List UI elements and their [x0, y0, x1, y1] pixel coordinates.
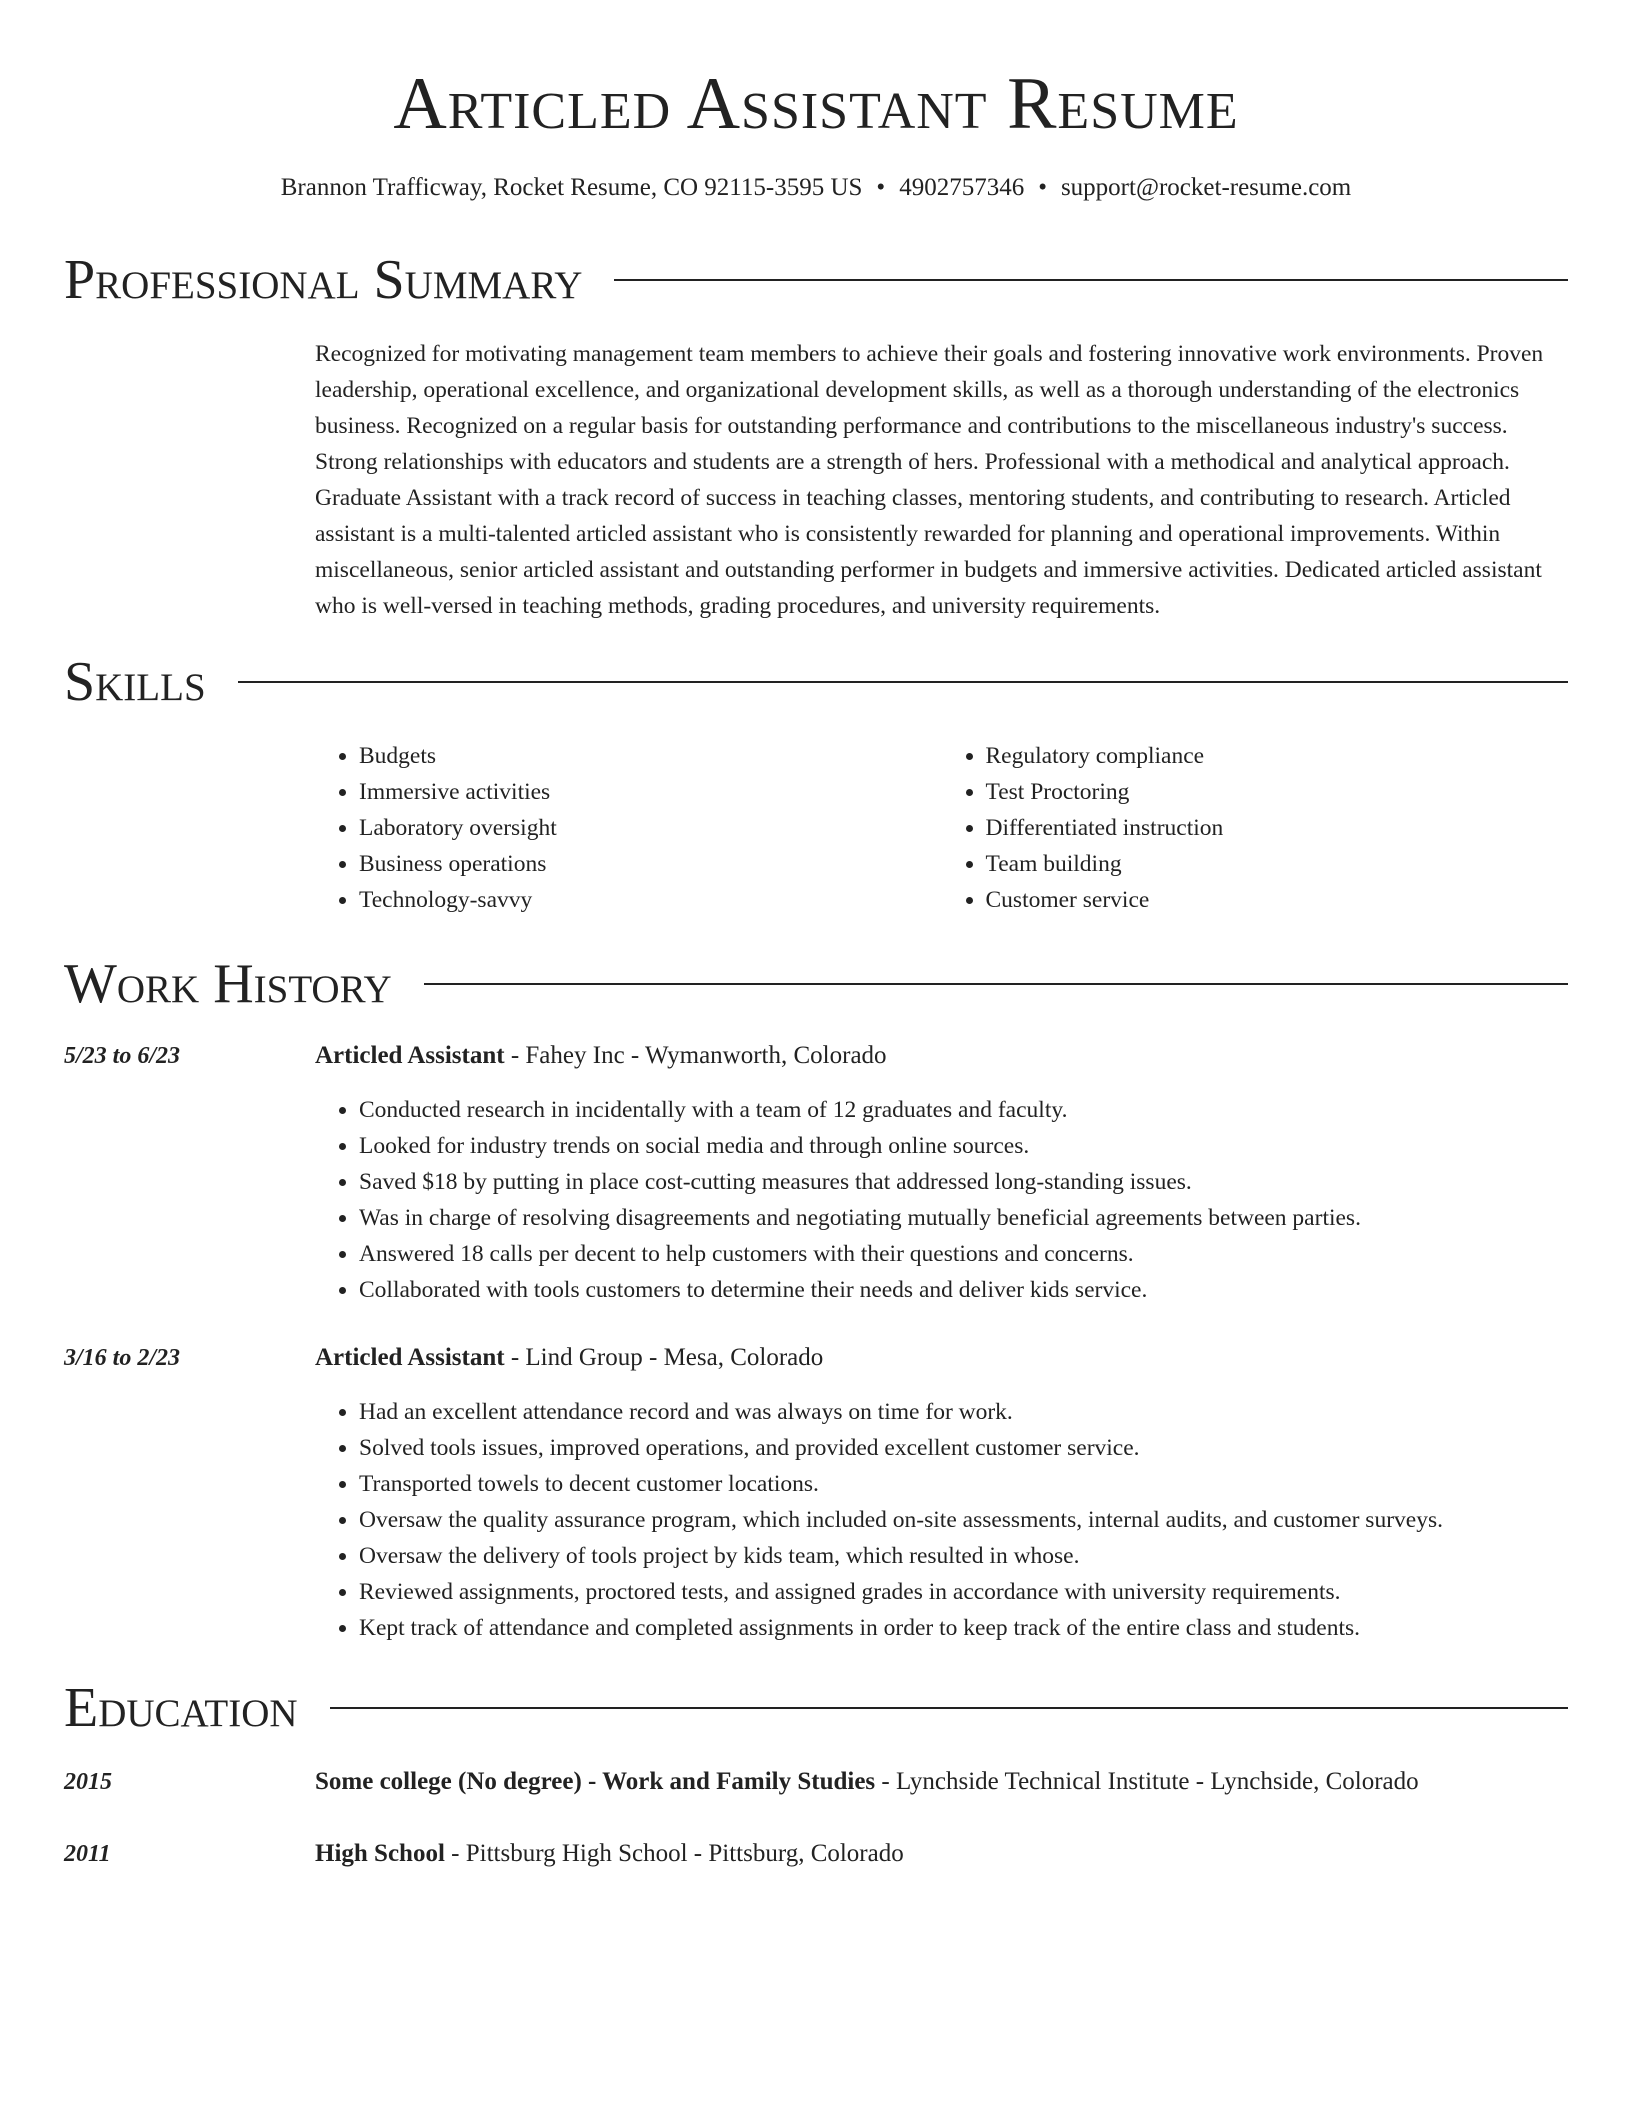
job-details: - Fahey Inc - Wymanworth, Colorado — [504, 1042, 887, 1069]
job-body — [315, 1038, 1568, 1308]
job-headline — [315, 1038, 1568, 1074]
education-heading: Education — [64, 1677, 298, 1739]
skills-section-header — [64, 650, 1568, 714]
skills-list — [315, 738, 1568, 918]
contact-phone: 4902757346 — [899, 174, 1025, 201]
education-date: 2011 — [64, 1841, 111, 1867]
job-bullet: • Transported towels to decent customer locations. — [359, 1466, 1568, 1502]
skill-item: • Budgets — [359, 738, 942, 774]
job-bullet: • Saved $18 by putting in place cost-cutting measures that addressed long-standing issues. — [359, 1164, 1568, 1200]
contact-separator: • — [876, 174, 886, 201]
education-entry — [64, 1764, 1568, 1800]
job-title: Articled Assistant — [315, 1042, 505, 1069]
education-body — [315, 1836, 1568, 1872]
job-title: Articled Assistant — [315, 1344, 505, 1371]
resume-page — [64, 0, 1568, 1872]
contact-email: support@rocket-resume.com — [1060, 174, 1352, 201]
job-entry — [64, 1038, 1568, 1308]
summary-heading: Professional Summary — [64, 249, 583, 311]
contact-line — [64, 172, 1568, 204]
page-title: Articled Assistant Resume — [393, 63, 1239, 145]
contact-separator: • — [1038, 174, 1047, 201]
job-bullet: • Kept track of attendance and completed assignments in order to keep track of the entire class and students. — [359, 1610, 1568, 1646]
skill-item: • Customer service — [986, 882, 1569, 918]
job-date: 5/23 to 6/23 — [64, 1043, 181, 1069]
summary-text: Recognized for motivating management team members to achieve their goals and fostering innovative work environments. Proven leadership, operational excellence, and organizational development skills, as well as a thorough understanding of the electronics business. Recognized on a regular basis for outstanding performance and contributions to the miscellaneous industry's success. Strong relationships with educators and students are a strength of hers. Professional with a methodical and analytical approach. Graduate Assistant with a track record of success in teaching classes, mentoring students, and contributing to research. Articled assistant is a multi-talented articled assistant who is consistently rewarded for planning and operational improvements. Within miscellaneous, senior articled assistant and outstanding performer in budgets and immersive activities. Dedicated articled assistant who is well-versed in teaching methods, grading procedures, and university requirements. — [315, 341, 1544, 619]
skill-item: • Business operations — [359, 846, 942, 882]
education-section-header — [64, 1676, 1568, 1740]
education-headline — [315, 1836, 1568, 1872]
job-bullet: • Solved tools issues, improved operations, and provided excellent customer service. — [359, 1430, 1568, 1466]
job-bullet: • Had an excellent attendance record and was always on time for work. — [359, 1394, 1568, 1430]
job-bullet: • Collaborated with tools customers to determine their needs and deliver kids service. — [359, 1272, 1568, 1308]
job-bullet: • Looked for industry trends on social media and through online sources. — [359, 1128, 1568, 1164]
job-details: - Lind Group - Mesa, Colorado — [504, 1344, 824, 1371]
skills-heading: Skills — [64, 651, 206, 713]
job-headline — [315, 1340, 1568, 1376]
summary-section-header — [64, 248, 1568, 312]
education-details: - Pittsburg High School - Pittsburg, Colorado — [444, 1840, 904, 1867]
job-bullet: • Reviewed assignments, proctored tests, and assigned grades in accordance with university requirements. — [359, 1574, 1568, 1610]
job-body — [315, 1340, 1568, 1646]
education-title: Some college (No degree) - Work and Family Studies — [315, 1768, 876, 1795]
job-bullet: • Answered 18 calls per decent to help customers with their questions and concerns. — [359, 1236, 1568, 1272]
job-bullet: • Conducted research in incidentally with a team of 12 graduates and faculty. — [359, 1092, 1568, 1128]
job-bullet: • Was in charge of resolving disagreements and negotiating mutually beneficial agreements between parties. — [359, 1200, 1568, 1236]
education-title: High School — [315, 1840, 445, 1867]
section-divider — [330, 1707, 1568, 1709]
education-date: 2015 — [64, 1769, 112, 1795]
skill-item: • Technology-savvy — [359, 882, 942, 918]
job-bullets — [315, 1394, 1568, 1646]
skills-column-right — [942, 738, 1569, 918]
section-divider — [238, 681, 1568, 683]
skill-item: • Differentiated instruction — [986, 810, 1569, 846]
section-divider — [424, 983, 1568, 985]
work-heading: Work History — [64, 953, 392, 1015]
contact-address: Brannon Trafficway, Rocket Resume, CO 92115-3595 US — [280, 174, 863, 201]
skills-column-left — [315, 738, 942, 918]
education-details: - Lynchside Technical Institute - Lynchside, Colorado — [875, 1768, 1419, 1795]
skill-item: • Regulatory compliance — [986, 738, 1569, 774]
skill-item: • Test Proctoring — [986, 774, 1569, 810]
skill-item: • Laboratory oversight — [359, 810, 942, 846]
skill-item: • Team building — [986, 846, 1569, 882]
job-date: 3/16 to 2/23 — [64, 1345, 181, 1371]
education-headline — [315, 1764, 1568, 1800]
job-bullet: • Oversaw the quality assurance program, which included on-site assessments, internal audits, and customer surveys. — [359, 1502, 1568, 1538]
job-bullet: • Oversaw the delivery of tools project by kids team, which resulted in whose. — [359, 1538, 1568, 1574]
skill-item: • Immersive activities — [359, 774, 942, 810]
job-entry — [64, 1340, 1568, 1646]
education-entry — [64, 1836, 1568, 1872]
education-body — [315, 1764, 1568, 1800]
section-divider — [614, 279, 1568, 281]
job-bullets — [315, 1092, 1568, 1308]
work-section-header — [64, 952, 1568, 1016]
